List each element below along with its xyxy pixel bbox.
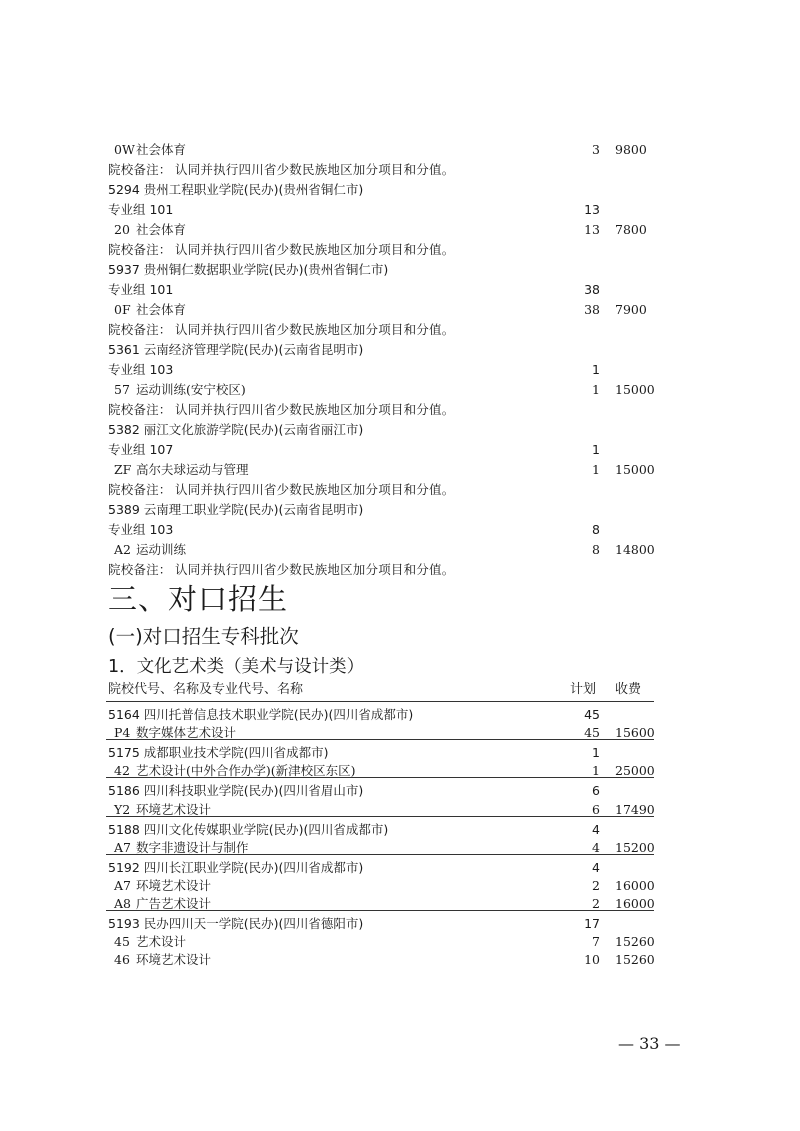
major-code: 42 <box>114 763 130 779</box>
major-name: 社会体育 <box>136 222 187 237</box>
major-row <box>0 933 800 951</box>
major-row <box>0 141 800 159</box>
major-name: 艺术设计(中外合作办学)(新津校区东区) <box>136 763 356 779</box>
group-plan: 1 <box>592 442 600 457</box>
major-fee: 17490 <box>615 801 655 817</box>
note-text: 认同并执行四川省少数民族地区加分项目和分值。 <box>175 562 455 577</box>
major-plan: 3 <box>592 142 600 157</box>
school-row <box>0 859 800 877</box>
major-name: 社会体育 <box>136 142 187 157</box>
school-row <box>0 782 800 800</box>
major-fee: 7800 <box>615 222 647 237</box>
entry-divider <box>106 777 654 778</box>
major-code: Y2 <box>114 801 131 817</box>
major-code: 57 <box>114 382 130 397</box>
school-name: 5192 四川长江职业学院(民办)(四川省成都市) <box>108 859 364 875</box>
entry-divider <box>106 910 654 911</box>
school-note <box>0 241 800 259</box>
major-code: P4 <box>114 725 131 741</box>
school-name: 5175 成都职业技术学院(四川省成都市) <box>108 745 329 761</box>
major-plan: 2 <box>592 877 600 893</box>
school-row <box>0 744 800 762</box>
major-row <box>0 301 800 319</box>
school-row <box>0 181 800 199</box>
school-name: 5164 四川托普信息技术职业学院(民办)(四川省成都市) <box>108 707 414 722</box>
entry-divider <box>106 854 654 855</box>
major-code: 20 <box>114 222 130 237</box>
major-plan: 45 <box>584 725 600 741</box>
note-text: 认同并执行四川省少数民族地区加分项目和分值。 <box>175 322 455 337</box>
category-title: 1．文化艺术类（美术与设计类） <box>108 657 365 677</box>
note-text: 认同并执行四川省少数民族地区加分项目和分值。 <box>175 402 455 417</box>
school-plan: 6 <box>592 783 600 799</box>
note-label: 院校备注： <box>108 242 172 257</box>
major-code: 46 <box>114 952 130 968</box>
major-code: A8 <box>114 896 131 911</box>
note-label: 院校备注： <box>108 482 172 497</box>
major-plan: 6 <box>592 801 600 817</box>
major-name: 高尔夫球运动与管理 <box>136 462 249 477</box>
note-text: 认同并执行四川省少数民族地区加分项目和分值。 <box>175 242 455 257</box>
major-plan: 1 <box>592 462 600 477</box>
school-name: 5193 民办四川天一学院(民办)(四川省德阳市) <box>108 916 364 932</box>
major-fee: 15260 <box>615 934 655 950</box>
subsection-title: (一)对口招生专科批次 <box>108 625 299 648</box>
group-row <box>0 201 800 219</box>
school-row <box>0 261 800 279</box>
school-name: 5294 贵州工程职业学院(民办)(贵州省铜仁市) <box>108 182 364 197</box>
group-name: 专业组 101 <box>108 202 174 217</box>
group-row <box>0 441 800 459</box>
page-number: — 33 — <box>618 1034 681 1053</box>
note-label: 院校备注： <box>108 162 172 177</box>
group-name: 专业组 101 <box>108 282 174 297</box>
school-row <box>0 341 800 359</box>
school-name: 5937 贵州铜仁数据职业学院(民办)(贵州省铜仁市) <box>108 262 389 277</box>
group-plan: 38 <box>584 282 600 297</box>
group-name: 专业组 103 <box>108 522 174 537</box>
major-plan: 2 <box>592 896 600 911</box>
major-name: 艺术设计 <box>136 934 187 950</box>
school-plan: 17 <box>584 916 600 932</box>
school-name: 5361 云南经济管理学院(民办)(云南省昆明市) <box>108 342 364 357</box>
school-plan: 4 <box>592 821 600 837</box>
major-fee: 15600 <box>615 725 655 741</box>
major-plan: 1 <box>592 382 600 397</box>
major-plan: 4 <box>592 839 600 855</box>
major-fee: 15000 <box>615 382 655 397</box>
major-fee: 9800 <box>615 142 647 157</box>
major-row <box>0 381 800 399</box>
major-name: 社会体育 <box>136 302 187 317</box>
entry-divider <box>106 816 654 817</box>
section-title: 三、对口招生 <box>108 582 289 616</box>
major-fee: 16000 <box>615 877 655 893</box>
major-plan: 13 <box>584 222 600 237</box>
school-note <box>0 161 800 179</box>
major-code: 0F <box>114 302 131 317</box>
note-text: 认同并执行四川省少数民族地区加分项目和分值。 <box>175 162 455 177</box>
header-name: 院校代号、名称及专业代号、名称 <box>108 682 304 697</box>
group-plan: 8 <box>592 522 600 537</box>
major-name: 运动训练 <box>136 542 187 557</box>
group-plan: 13 <box>584 202 600 217</box>
major-row <box>0 877 800 895</box>
note-label: 院校备注： <box>108 402 172 417</box>
major-name: 环境艺术设计 <box>136 801 212 817</box>
major-row <box>0 541 800 559</box>
school-row <box>0 421 800 439</box>
group-plan: 1 <box>592 362 600 377</box>
school-note <box>0 401 800 419</box>
major-plan: 38 <box>584 302 600 317</box>
major-fee: 25000 <box>615 763 655 779</box>
school-name: 5186 四川科技职业学院(民办)(四川省眉山市) <box>108 783 364 799</box>
major-fee: 16000 <box>615 896 655 911</box>
major-fee: 15000 <box>615 462 655 477</box>
header-fee: 收费 <box>615 682 642 697</box>
major-row <box>0 221 800 239</box>
major-name: 数字非遗设计与制作 <box>136 839 249 855</box>
major-plan: 7 <box>592 934 600 950</box>
school-plan: 1 <box>592 745 600 761</box>
major-code: 0W <box>114 142 135 157</box>
header-rule <box>106 701 654 702</box>
major-code: ZF <box>114 462 132 477</box>
major-code: A7 <box>114 877 131 893</box>
note-text: 认同并执行四川省少数民族地区加分项目和分值。 <box>175 482 455 497</box>
major-row <box>0 461 800 479</box>
major-name: 环境艺术设计 <box>136 877 212 893</box>
major-plan: 1 <box>592 763 600 779</box>
major-plan: 10 <box>584 952 600 968</box>
table-header <box>0 681 800 699</box>
major-fee: 15260 <box>615 952 655 968</box>
group-row <box>0 361 800 379</box>
group-row <box>0 281 800 299</box>
group-name: 专业组 107 <box>108 442 174 457</box>
major-name: 环境艺术设计 <box>136 952 212 968</box>
major-code: A2 <box>114 542 131 557</box>
school-note <box>0 481 800 499</box>
major-code: A7 <box>114 839 131 855</box>
school-row <box>0 821 800 839</box>
school-row <box>0 706 800 724</box>
major-name: 广告艺术设计 <box>136 896 212 911</box>
major-plan: 8 <box>592 542 600 557</box>
school-row <box>0 501 800 519</box>
school-name: 5382 丽江文化旅游学院(民办)(云南省丽江市) <box>108 422 364 437</box>
major-name: 数字媒体艺术设计 <box>136 725 237 741</box>
school-plan: 4 <box>592 859 600 875</box>
major-fee: 15200 <box>615 839 655 855</box>
major-row <box>0 951 800 969</box>
school-name: 5188 四川文化传媒职业学院(民办)(四川省成都市) <box>108 821 389 837</box>
group-name: 专业组 103 <box>108 362 174 377</box>
major-fee: 14800 <box>615 542 655 557</box>
header-plan: 计划 <box>570 682 597 697</box>
school-row <box>0 915 800 933</box>
school-note <box>0 321 800 339</box>
major-fee: 7900 <box>615 302 647 317</box>
entry-divider <box>106 739 654 740</box>
group-row <box>0 521 800 539</box>
school-name: 5389 云南理工职业学院(民办)(云南省昆明市) <box>108 502 364 517</box>
major-code: 45 <box>114 934 130 950</box>
note-label: 院校备注： <box>108 322 172 337</box>
note-label: 院校备注： <box>108 562 172 577</box>
school-note <box>0 561 800 579</box>
major-name: 运动训练(安宁校区) <box>136 382 246 397</box>
school-plan: 45 <box>584 707 600 722</box>
